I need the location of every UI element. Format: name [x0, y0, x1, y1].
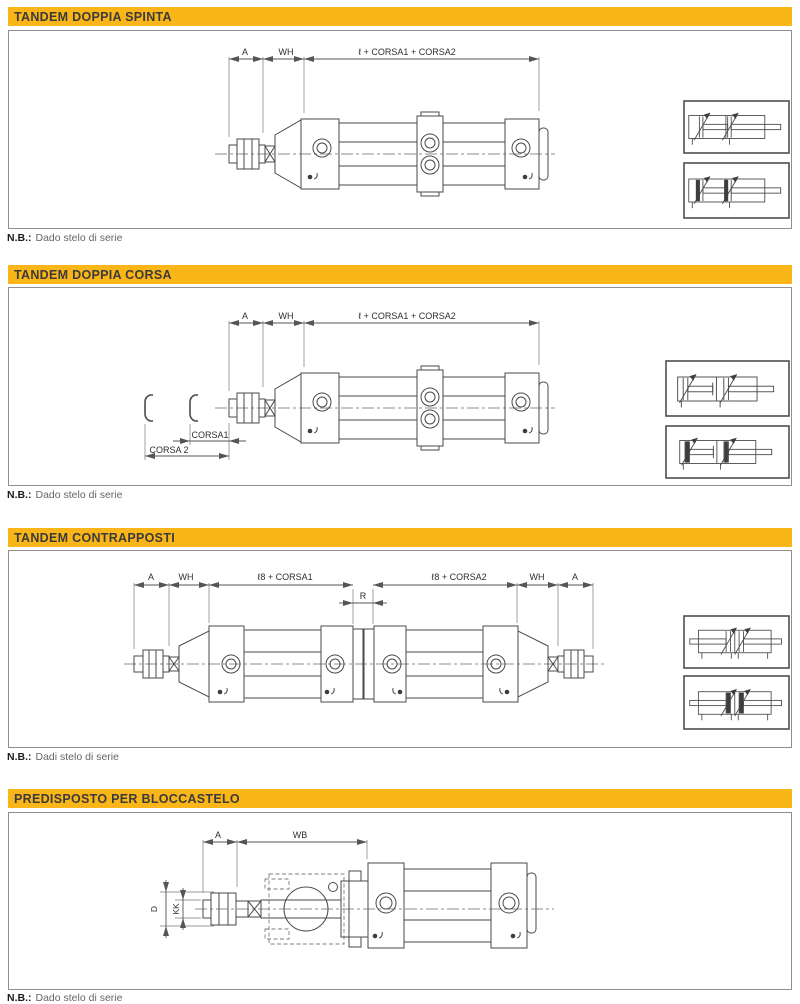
- dim-label-a: A: [241, 311, 249, 321]
- dim-label-total-length: ℓ + CORSA1 + CORSA2: [358, 311, 456, 321]
- cylinder-with-extended-rod: [203, 863, 536, 948]
- dimension-lines: [149, 830, 367, 938]
- section-title: TANDEM DOPPIA CORSA: [14, 267, 172, 282]
- tandem-cylinder: [215, 366, 555, 450]
- pneumatic-symbol-frame: [684, 616, 789, 668]
- dim-label-l8-corsa1: ℓ8 + CORSA1: [257, 572, 313, 582]
- section-title: TANDEM CONTRAPPOSTI: [14, 530, 176, 545]
- dim-label-r: R: [359, 591, 367, 601]
- pneumatic-symbol-frame: [666, 361, 789, 416]
- dim-label-a-left: A: [147, 572, 155, 582]
- section-header-predisposto-per-bloccastelo: [8, 789, 792, 808]
- opposed-tandem-cylinder: [124, 626, 604, 702]
- drawing-panel-bloccastelo: [8, 812, 792, 990]
- note-label: N.B.:: [7, 992, 32, 1004]
- schematic-symbols: [684, 616, 789, 729]
- dimension-lines: [229, 311, 539, 391]
- section-header-tandem-doppia-corsa: [8, 265, 792, 284]
- note-label: N.B.:: [7, 489, 32, 501]
- dim-label-d: D: [149, 905, 159, 913]
- rod-lock-screw-hole: [329, 883, 338, 892]
- dim-label-wh: WH: [278, 311, 294, 321]
- drawing-panel-tandem-doppia-corsa: [8, 287, 792, 486]
- tandem-doppia-corsa-drawing: [9, 288, 791, 485]
- section-note-clipped: [7, 992, 122, 1004]
- pneumatic-symbol-frame: [684, 676, 789, 729]
- dim-label-a-right: A: [571, 572, 579, 582]
- section-header-tandem-doppia-spinta: [8, 7, 792, 26]
- note-label: N.B.:: [7, 232, 32, 244]
- dim-label-corsa1: CORSA1: [191, 430, 229, 440]
- section-note: [7, 489, 122, 501]
- dim-label-a: A: [241, 47, 249, 57]
- screw-glyph: [511, 932, 521, 938]
- tandem-contrapposti-drawing: [9, 551, 791, 747]
- dim-label-wh-right: WH: [529, 572, 545, 582]
- note-text: Dadi stelo di serie: [35, 751, 119, 763]
- screw-glyph: [373, 932, 383, 938]
- section-note: [7, 232, 122, 244]
- schematic-symbols: [684, 101, 789, 218]
- section-title: PREDISPOSTO PER BLOCCASTELO: [14, 791, 240, 806]
- schematic-symbols: [666, 361, 789, 478]
- section-note: [7, 751, 119, 763]
- drawing-panel-tandem-contrapposti: [8, 550, 792, 748]
- stroke-phantom-marks: [145, 395, 198, 421]
- bloccastelo-drawing: [9, 813, 791, 989]
- note-text: Dado stelo di serie: [35, 992, 123, 1004]
- section-title: TANDEM DOPPIA SPINTA: [14, 9, 172, 24]
- section-header-tandem-contrapposti: [8, 528, 792, 547]
- dim-label-wb: WB: [292, 830, 308, 840]
- dim-label-kk: KK: [171, 903, 181, 915]
- dim-label-total-length: ℓ + CORSA1 + CORSA2: [358, 47, 456, 57]
- drawing-panel-tandem-doppia-spinta: [8, 30, 792, 229]
- tandem-doppia-spinta-drawing: [9, 31, 791, 228]
- dim-label-corsa2: CORSA 2: [149, 445, 189, 455]
- note-label: N.B.:: [7, 751, 32, 763]
- dim-label-wh: WH: [278, 47, 294, 57]
- dim-label-wh-left: WH: [178, 572, 194, 582]
- tandem-cylinder: [215, 112, 555, 196]
- stroke-dimensions: [145, 423, 246, 460]
- dim-label-l8-corsa2: ℓ8 + CORSA2: [431, 572, 487, 582]
- note-text: Dado stelo di serie: [35, 489, 123, 501]
- dim-label-a: A: [214, 830, 222, 840]
- note-text: Dado stelo di serie: [35, 232, 123, 244]
